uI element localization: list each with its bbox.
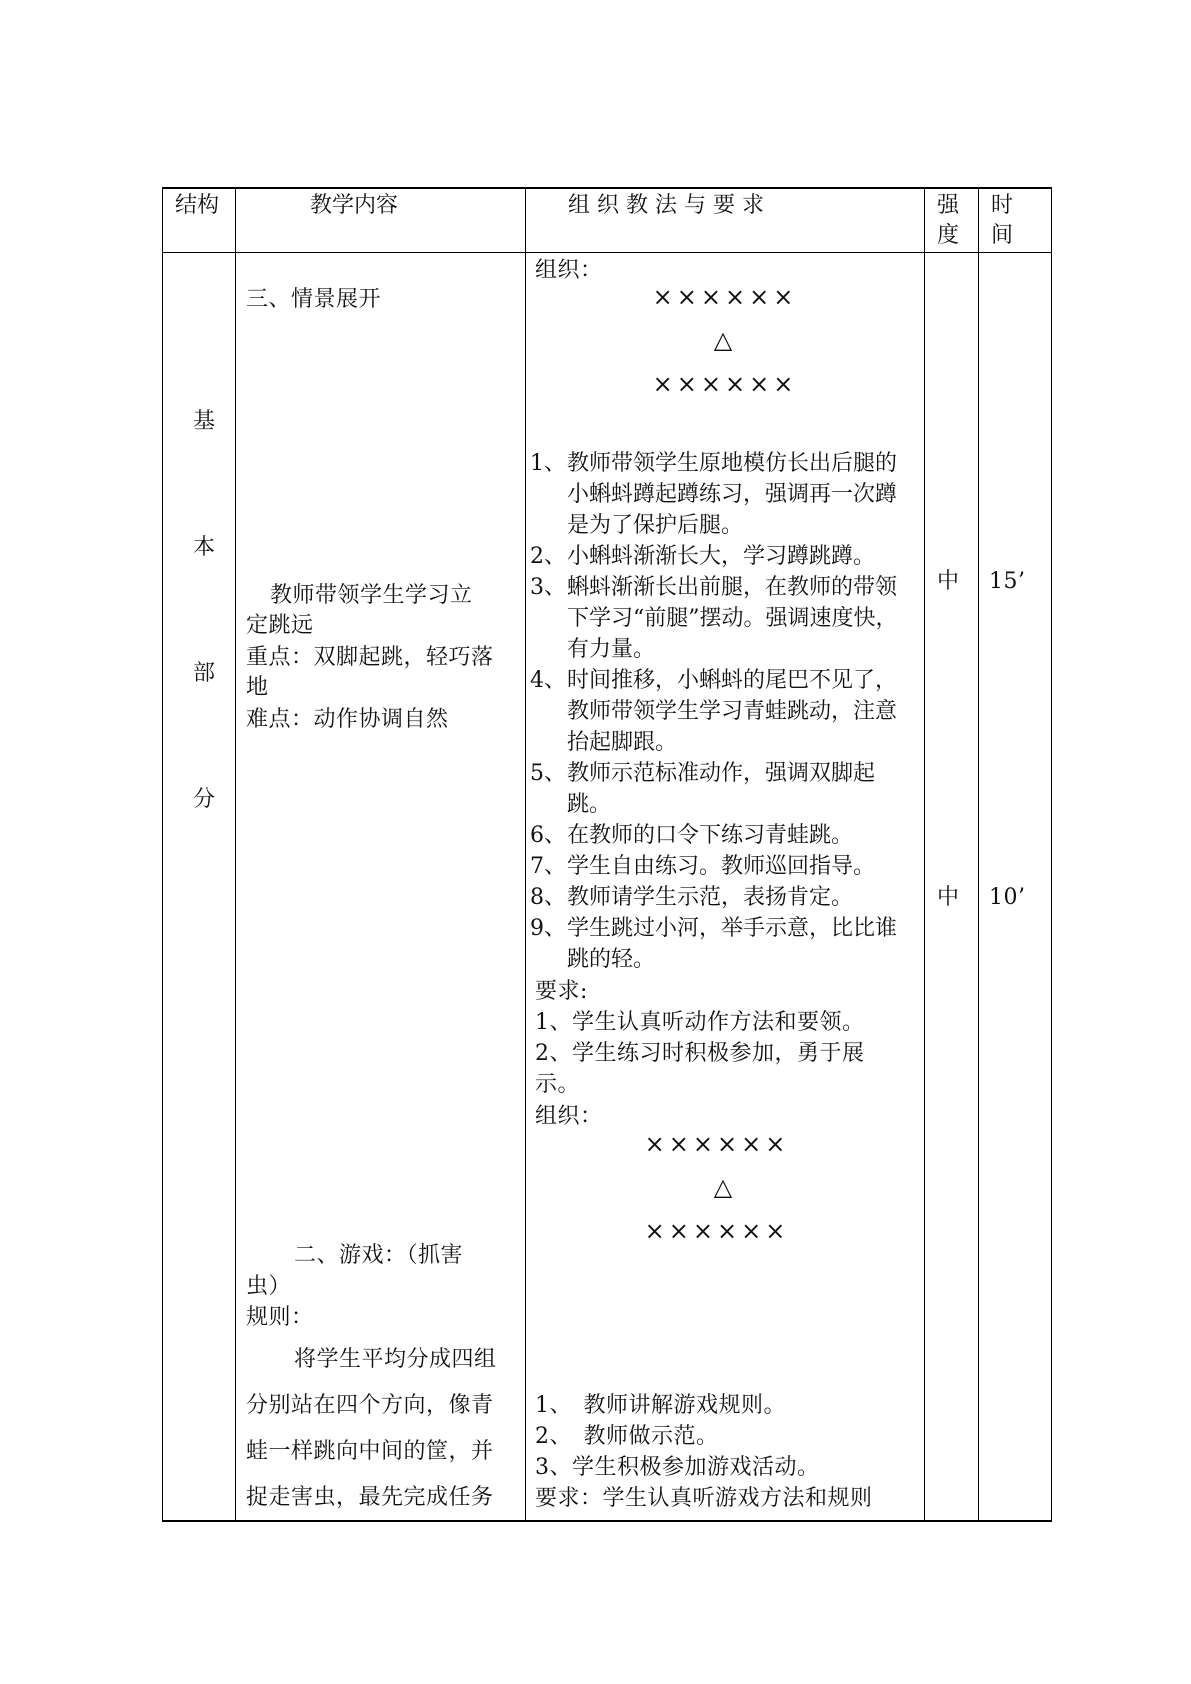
table-border-top <box>162 187 1052 189</box>
section-char-2: 本 <box>192 535 215 560</box>
time-value-2: 10’ <box>989 885 1026 910</box>
difficulty-point: 难点：动作协调自然 <box>246 707 449 732</box>
key-point-line-1: 重点：双脚起跳，轻巧落 <box>246 645 494 670</box>
column-divider-2 <box>525 187 526 1522</box>
step-item-9 <box>530 913 910 975</box>
organization-label-2: 组织： <box>535 1104 603 1129</box>
requirement-label: 要求: <box>535 979 588 1004</box>
intensity-value-2: 中 <box>937 885 960 910</box>
requirement-1: 1、学生认真听动作方法和要领。 <box>535 1010 865 1035</box>
header-divider <box>162 252 1052 253</box>
step-number: 8、 <box>530 885 566 910</box>
formation-row-bottom-2: ×××××× <box>644 1217 790 1245</box>
game-step-2: 2、 教师做示范。 <box>535 1424 719 1449</box>
column-divider-4 <box>978 187 979 1522</box>
step-text: 教师带领学生原地模仿长出后腿的小蝌蚪蹲起蹲练习，强调再一次蹲是为了保护后腿。 <box>567 451 898 538</box>
section-char-1: 基 <box>192 409 215 434</box>
step-number: 1、 <box>530 451 566 476</box>
step-item-1 <box>530 448 910 541</box>
rules-line-1: 将学生平均分成四组 <box>294 1347 497 1372</box>
table-border-bottom <box>162 1520 1052 1522</box>
step-item-7 <box>530 851 910 882</box>
formation-row-top-1: ×××××× <box>652 283 798 311</box>
step-number: 9、 <box>530 916 566 941</box>
game-step-1: 1、 教师讲解游戏规则。 <box>535 1393 786 1418</box>
step-number: 3、 <box>530 575 566 600</box>
column-divider-1 <box>235 187 236 1522</box>
step-item-8 <box>530 882 910 913</box>
scene-title: 三、情景展开 <box>246 287 382 312</box>
header-content: 教学内容 <box>310 193 399 218</box>
step-item-5 <box>530 758 910 820</box>
requirement-2-line-2: 示。 <box>535 1072 581 1097</box>
step-number: 2、 <box>530 544 566 569</box>
rules-line-2: 分别站在四个方向，像青 <box>246 1393 494 1418</box>
game-step-3: 3、学生积极参加游戏活动。 <box>535 1455 820 1480</box>
column-divider-3 <box>924 187 925 1522</box>
formation-row-bottom-1: ×××××× <box>652 370 798 398</box>
organization-label-1: 组织： <box>535 258 603 283</box>
teach-line-2: 定跳远 <box>246 613 314 638</box>
step-item-6 <box>530 820 910 851</box>
step-number: 6、 <box>530 823 566 848</box>
header-time-2: 间 <box>991 223 1014 248</box>
header-intensity-2: 度 <box>937 223 960 248</box>
header-method: 组 织 教 法 与 要 求 <box>568 193 764 218</box>
step-number: 5、 <box>530 761 566 786</box>
intensity-value-1: 中 <box>937 569 960 594</box>
requirement-2-line-1: 2、学生练习时积极参加，勇于展 <box>535 1041 865 1066</box>
step-item-3 <box>530 572 910 665</box>
step-item-4 <box>530 665 910 758</box>
game-title-line-1: 二、游戏：（抓害 <box>294 1243 464 1268</box>
step-text: 学生跳过小河，举手示意，比比谁跳的轻。 <box>567 916 898 972</box>
rules-line-4: 捉走害虫，最先完成任务 <box>246 1485 494 1510</box>
time-value-1: 15’ <box>989 569 1026 594</box>
step-number: 4、 <box>530 668 566 693</box>
game-title-line-2: 虫） <box>246 1274 292 1299</box>
game-requirement: 要求：学生认真听游戏方法和规则 <box>535 1486 873 1511</box>
section-char-3: 部 <box>192 661 215 686</box>
step-text: 在教师的口令下练习青蛙跳。 <box>567 823 854 848</box>
step-text: 时间推移，小蝌蚪的尾巴不见了，教师带领学生学习青蛙跳动，注意抬起脚跟。 <box>567 668 898 755</box>
step-text: 蝌蚪渐渐长出前腿，在教师的带领下学习“前腿”摆动。强调速度快，有力量。 <box>567 575 898 662</box>
step-text: 学生自由练习。教师巡回指导。 <box>567 854 876 879</box>
step-text: 小蝌蚪渐渐长大，学习蹲跳蹲。 <box>567 544 876 569</box>
formation-row-top-2: ×××××× <box>644 1130 790 1158</box>
rules-label: 规则： <box>246 1305 314 1330</box>
teacher-triangle-2: △ <box>713 1173 737 1201</box>
key-point-line-2: 地 <box>246 675 269 700</box>
step-number: 7、 <box>530 854 566 879</box>
step-item-2 <box>530 541 910 572</box>
table-border-right <box>1051 187 1052 1522</box>
teach-line-1: 教师带领学生学习立 <box>270 583 473 608</box>
step-text: 教师示范标准动作，强调双脚起跳。 <box>567 761 876 817</box>
header-structure: 结构 <box>175 193 220 218</box>
step-text: 教师请学生示范，表扬肯定。 <box>567 885 854 910</box>
header-time-1: 时 <box>991 193 1014 218</box>
section-char-4: 分 <box>192 787 215 812</box>
rules-line-3: 蛙一样跳向中间的筐，并 <box>246 1439 494 1464</box>
header-intensity-1: 强 <box>937 193 960 218</box>
teacher-triangle-1: △ <box>713 326 737 354</box>
table-border-left <box>162 187 163 1522</box>
